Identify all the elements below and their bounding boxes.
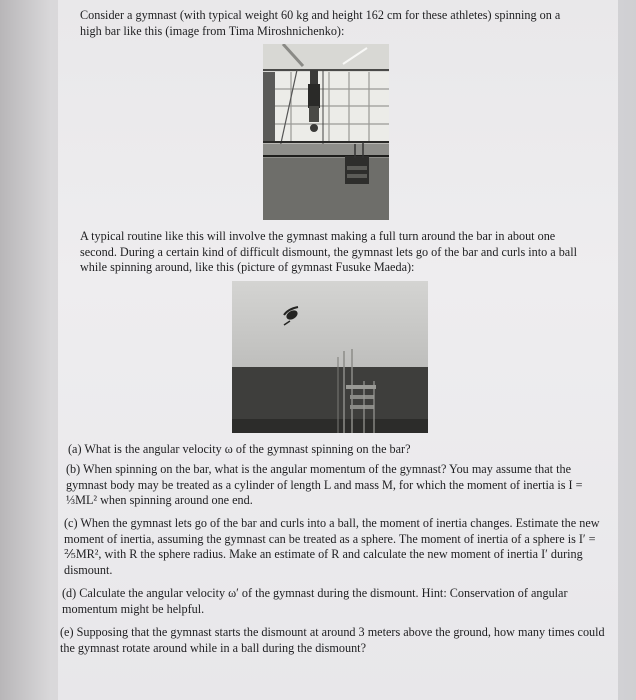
question-c-label: (c) [64, 516, 78, 530]
question-b-label: (b) [66, 462, 81, 476]
question-a-label: (a) [68, 442, 82, 456]
question-e-text: Supposing that the gymnast starts the dismount at around 3 meters above the ground, how many times could the gymnast rotate around while in a ball during the dismount? [60, 625, 605, 655]
question-c [64, 516, 604, 578]
dismount-photo-image [232, 281, 428, 433]
intro-paragraph: Consider a gymnast (with typical weight 60 kg and height 162 cm for these athletes) spinning on a high bar like this (image from Tima Miroshnichenko): [80, 8, 561, 38]
question-d-text: Calculate the angular velocity ω′ of the gymnast during the dismount. Hint: Conservation of angular momentum might be helpful. [62, 586, 568, 616]
dismount-photo [232, 281, 428, 433]
high-bar-photo [263, 44, 389, 220]
question-d [62, 586, 604, 617]
question-e-label: (e) [60, 625, 74, 639]
question-b-text: When spinning on the bar, what is the angular momentum of the gymnast? You may assume that the gymnast body may be treated as a cylinder of length L and mass M, for which the moment of inertia is I = ⅓ML² when spinning around one end. [66, 462, 583, 508]
question-e [60, 625, 606, 656]
question-b [66, 462, 604, 509]
routine-paragraph: A typical routine like this will involve the gymnast making a full turn around the bar in about one second. During a certain kind of difficult dismount, the gymnast lets go of the bar and curls into a ball while spinning around, like this (picture of gymnast Fusuke Maeda): [80, 229, 577, 275]
question-d-label: (d) [62, 586, 77, 600]
question-a-text: What is the angular velocity ω of the gymnast spinning on the bar? [84, 442, 411, 456]
high-bar-photo-image [263, 44, 389, 220]
question-c-text: When the gymnast lets go of the bar and curls into a ball, the moment of inertia changes. Estimate the new moment of inertia, assuming the gymnast can be treated as a sphere. The moment of inertia of a sphere is I′ = ⅖MR², with R the sphere radius. Make an estimate of R and calculate the new moment of inertia I′ during dismount. [64, 516, 600, 577]
question-a [68, 442, 604, 458]
